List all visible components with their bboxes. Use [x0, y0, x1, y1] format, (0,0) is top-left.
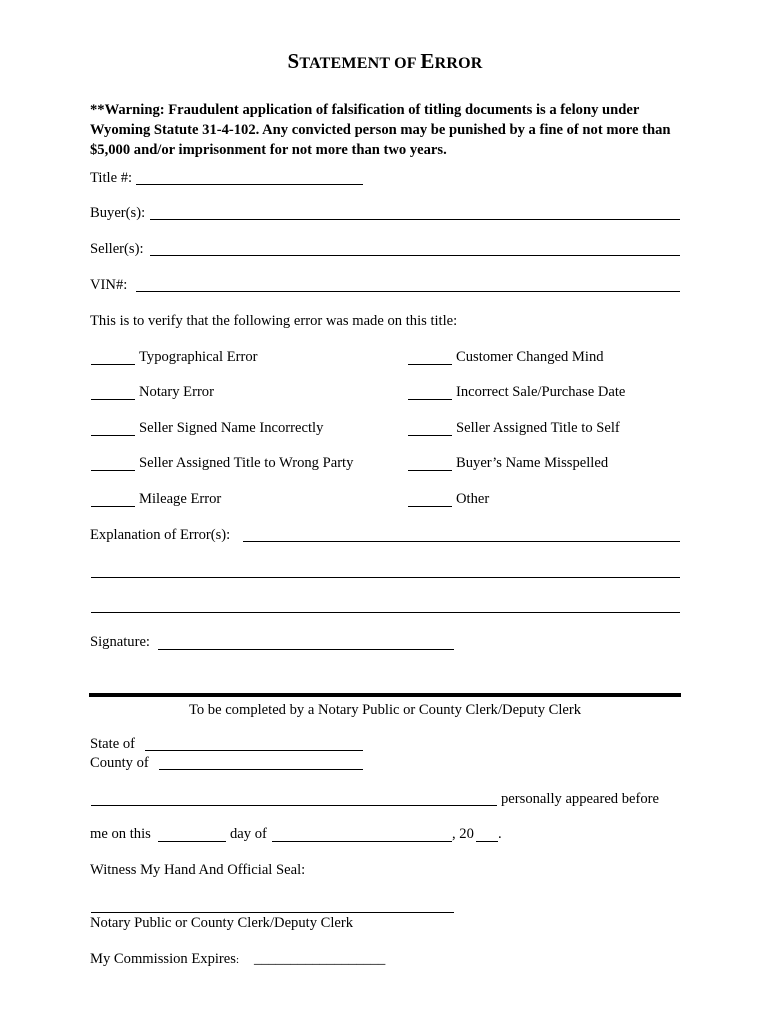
- year-prefix-text: , 20: [452, 826, 474, 842]
- year-suffix-text: .: [498, 826, 502, 842]
- section-divider: [89, 693, 681, 697]
- signature-label: Signature:: [90, 634, 150, 650]
- explanation-label: Explanation of Error(s):: [90, 527, 231, 543]
- error-checkbox[interactable]: [408, 364, 452, 365]
- state-field[interactable]: [145, 750, 363, 751]
- sellers-field[interactable]: [150, 255, 680, 256]
- error-option-label: Customer Changed Mind: [456, 349, 604, 365]
- error-option-label: Seller Assigned Title to Wrong Party: [139, 455, 354, 471]
- commission-field[interactable]: __________________: [254, 951, 386, 967]
- commission-label: My Commission Expires:: [90, 951, 240, 967]
- appearing-person-field[interactable]: [91, 805, 497, 806]
- day-of-text: day of: [230, 826, 267, 842]
- sellers-label: Seller(s):: [90, 241, 144, 257]
- county-of-label: County of: [90, 755, 149, 771]
- error-checkbox[interactable]: [408, 399, 452, 400]
- error-option-label: Buyer’s Name Misspelled: [456, 455, 609, 471]
- title-number-label: Title #:: [90, 170, 133, 186]
- buyers-field[interactable]: [150, 219, 680, 220]
- page-title: STATEMENT OF ERROR: [287, 49, 483, 73]
- year-field[interactable]: [476, 841, 498, 842]
- county-field[interactable]: [159, 769, 363, 770]
- error-option-label: Seller Assigned Title to Self: [456, 420, 620, 436]
- title-number-field[interactable]: [136, 184, 363, 185]
- error-option-label: Typographical Error: [139, 349, 258, 365]
- buyers-label: Buyer(s):: [90, 205, 146, 221]
- explanation-field[interactable]: [243, 541, 680, 542]
- error-option-label: Other: [456, 491, 490, 507]
- notary-heading: To be completed by a Notary Public or County Clerk/Deputy Clerk: [188, 702, 582, 718]
- error-checkbox[interactable]: [91, 364, 135, 365]
- notary-title-label: Notary Public or County Clerk/Deputy Clerk: [90, 915, 354, 931]
- error-option-label: Mileage Error: [139, 491, 222, 507]
- error-checkbox[interactable]: [408, 435, 452, 436]
- appeared-text: personally appeared before: [501, 791, 660, 807]
- error-checkbox[interactable]: [91, 435, 135, 436]
- notary-signature-field[interactable]: [91, 912, 454, 913]
- witness-text: Witness My Hand And Official Seal:: [90, 862, 306, 878]
- error-checkbox[interactable]: [408, 470, 452, 471]
- error-checkbox[interactable]: [91, 399, 135, 400]
- error-option-label: Notary Error: [139, 384, 214, 400]
- vin-field[interactable]: [136, 291, 680, 292]
- day-field[interactable]: [158, 841, 226, 842]
- verify-text: This is to verify that the following error was made on this title:: [90, 313, 458, 329]
- me-on-this-text: me on this: [90, 826, 151, 842]
- error-option-label: Incorrect Sale/Purchase Date: [456, 384, 626, 400]
- vin-label: VIN#:: [90, 277, 128, 293]
- signature-field[interactable]: [158, 649, 454, 650]
- error-checkbox[interactable]: [91, 470, 135, 471]
- explanation-field[interactable]: [91, 612, 680, 613]
- explanation-field[interactable]: [91, 577, 680, 578]
- error-checkbox[interactable]: [91, 506, 135, 507]
- error-checkbox[interactable]: [408, 506, 452, 507]
- month-field[interactable]: [272, 841, 452, 842]
- state-of-label: State of: [90, 736, 135, 752]
- error-option-label: Seller Signed Name Incorrectly: [139, 420, 324, 436]
- warning-text: **Warning: Fraudulent application of falsification of titling documents is a felony under Wyoming Statute 31-4-102. Any convicted person may be punished by a fine of not more than $5,000 and/or imprisonment for not more than two years.: [90, 102, 671, 158]
